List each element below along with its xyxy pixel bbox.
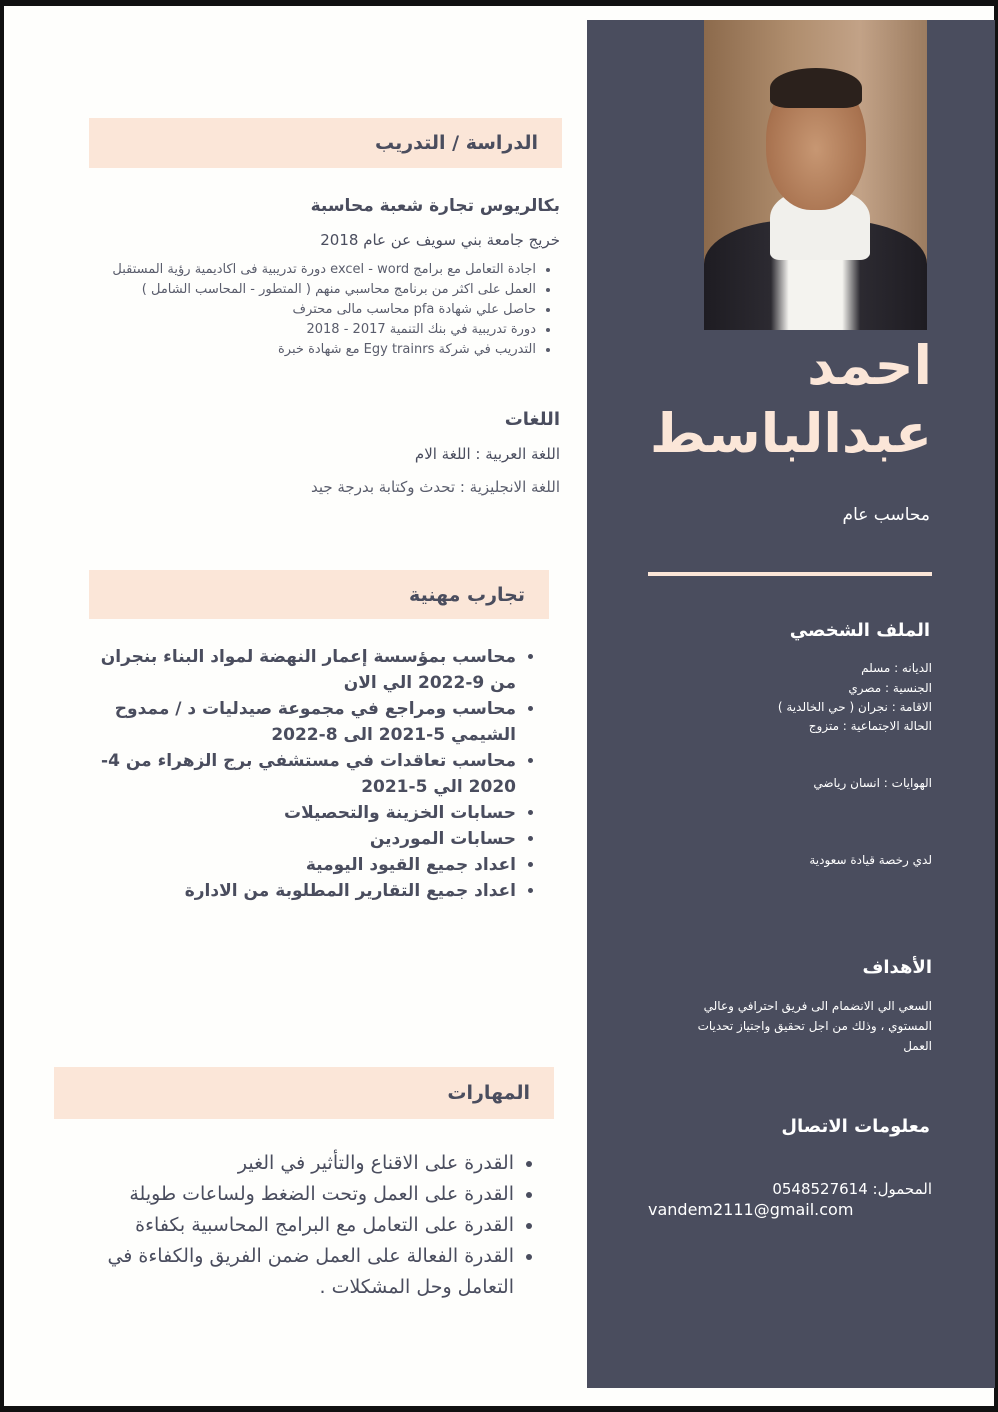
goals-heading: الأهداف (862, 957, 932, 978)
hobbies: الهوايات : انسان رياضي (813, 776, 932, 790)
first-name: احمد (807, 334, 932, 397)
education-item: • اجادة التعامل مع برامج excel - word دورة تدريبية فى اكاديمية رؤية المستقبل (96, 260, 536, 280)
personal-line: الجنسية : مصري (848, 681, 932, 695)
job-title: محاسب عام (842, 505, 930, 525)
contact-phone: المحمول: 0548527614 (772, 1180, 932, 1198)
personal-line: الاقامة : نجران ( حي الخالدية ) (777, 700, 932, 714)
personal-line: الديانه : مسلم (861, 661, 932, 675)
education-list (96, 260, 558, 360)
experience-item: • محاسب بمؤسسة إعمار النهضة لمواد البناء بنجران من 9-2022 الي الان (96, 644, 516, 696)
last-name: عبدالباسط (649, 402, 932, 465)
education-item: • التدريب في شركة Egy trainrs مع شهادة خبرة (96, 340, 536, 360)
experience-item: • محاسب ومراجع في مجموعة صيدليات د / ممدوح الشيمي 5-2021 الى 8-2022 (96, 696, 516, 748)
divider (648, 572, 932, 576)
skill-item: • القدرة على الاقناع والتأثير في الغير (66, 1148, 514, 1179)
experience-item: • محاسب تعاقدات في مستشفي برج الزهراء من 4-2020 الي 5-2021 (96, 748, 516, 800)
experience-item: • حسابات الموردين (96, 826, 516, 852)
education-item: • العمل على اكثر من برنامج محاسبي منهم ( المتطور - المحاسب الشامل ) (96, 280, 536, 300)
experience-heading: تجارب مهنية (89, 570, 549, 619)
language-english: اللغة الانجليزية : تحدث وكتابة بدرجة جيد (310, 478, 560, 496)
education-heading: الدراسة / التدريب (89, 118, 562, 168)
photo-hair (770, 68, 862, 108)
contact-heading: معلومات الاتصال (781, 1116, 930, 1137)
degree: بكالريوس تجارة شعبة محاسبة (310, 196, 560, 216)
experience-list (96, 644, 538, 904)
graduation: خريج جامعة بني سويف عن عام 2018 (320, 231, 560, 249)
languages-heading: اللغات (504, 409, 560, 430)
skill-item: • القدرة على العمل وتحت الضغط ولساعات طويلة (66, 1179, 514, 1210)
experience-item: • اعداد جميع القيود اليومية (96, 852, 516, 878)
goals-text: السعي الي الانضمام الى فريق احترافي وعالي المستوي ، وذلك من اجل تحقيق واجتياز تحديات العمل (697, 999, 932, 1053)
driving-license: لدي رخصة قيادة سعودية (809, 853, 932, 867)
education-item: • حاصل علي شهادة pfa محاسب مالى محترف (96, 300, 536, 320)
contact-email[interactable]: vandem2111@gmail.com (648, 1200, 854, 1219)
skill-item: • القدرة على التعامل مع البرامج المحاسبية بكفاءة (66, 1210, 514, 1241)
education-item: • دورة تدريبية في بنك التنمية 2017 - 2018 (96, 320, 536, 340)
language-arabic: اللغة العربية : اللغة الام (414, 445, 560, 463)
personal-heading: الملف الشخصي (789, 620, 930, 641)
personal-line: الحالة الاجتماعية : متزوج (808, 719, 932, 733)
experience-item: • حسابات الخزينة والتحصيلات (96, 800, 516, 826)
profile-photo (704, 20, 927, 330)
skills-list (66, 1148, 536, 1303)
skills-heading: المهارات (54, 1067, 554, 1119)
experience-item: • اعداد جميع التقارير المطلوبة من الادارة (96, 878, 516, 904)
skill-item: • القدرة الفعالة على العمل ضمن الفريق والكفاءة في التعامل وحل المشكلات . (66, 1241, 514, 1303)
